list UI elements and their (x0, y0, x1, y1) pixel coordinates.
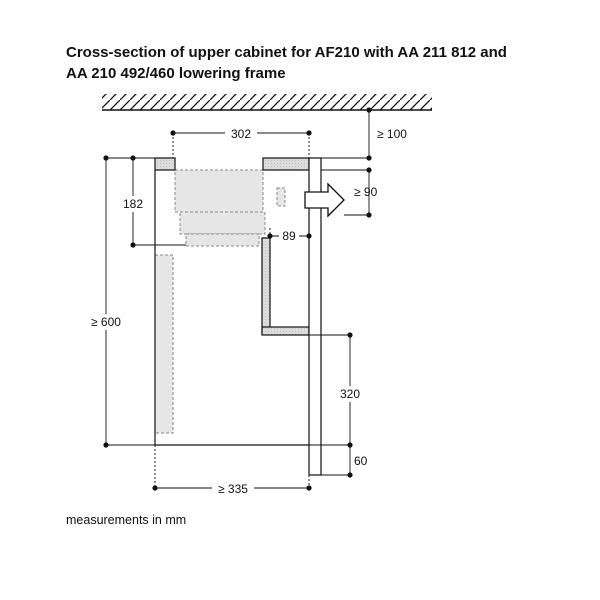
dim-height-182: 182 (122, 197, 144, 211)
dim-depth-89: 89 (282, 229, 296, 243)
ceiling (102, 94, 432, 110)
dim-clearance-100: ≥ 100 (377, 127, 407, 141)
dim-depth-335: ≥ 335 (218, 482, 248, 496)
dim-height-60: 60 (354, 454, 368, 468)
title-line-2: AA 210 492/460 lowering frame (66, 65, 286, 82)
dim-height-320: 320 (339, 387, 361, 401)
dim-height-600: ≥ 600 (91, 315, 121, 329)
dim-width-302: 302 (230, 127, 252, 141)
dimension-lines (106, 110, 369, 488)
dim-clearance-90: ≥ 90 (354, 185, 378, 199)
dimension-dots (103, 107, 371, 490)
units-footnote: measurements in mm (66, 513, 187, 527)
title-line-1: Cross-section of upper cabinet for AF210 with AA 211 812 and (66, 44, 507, 61)
